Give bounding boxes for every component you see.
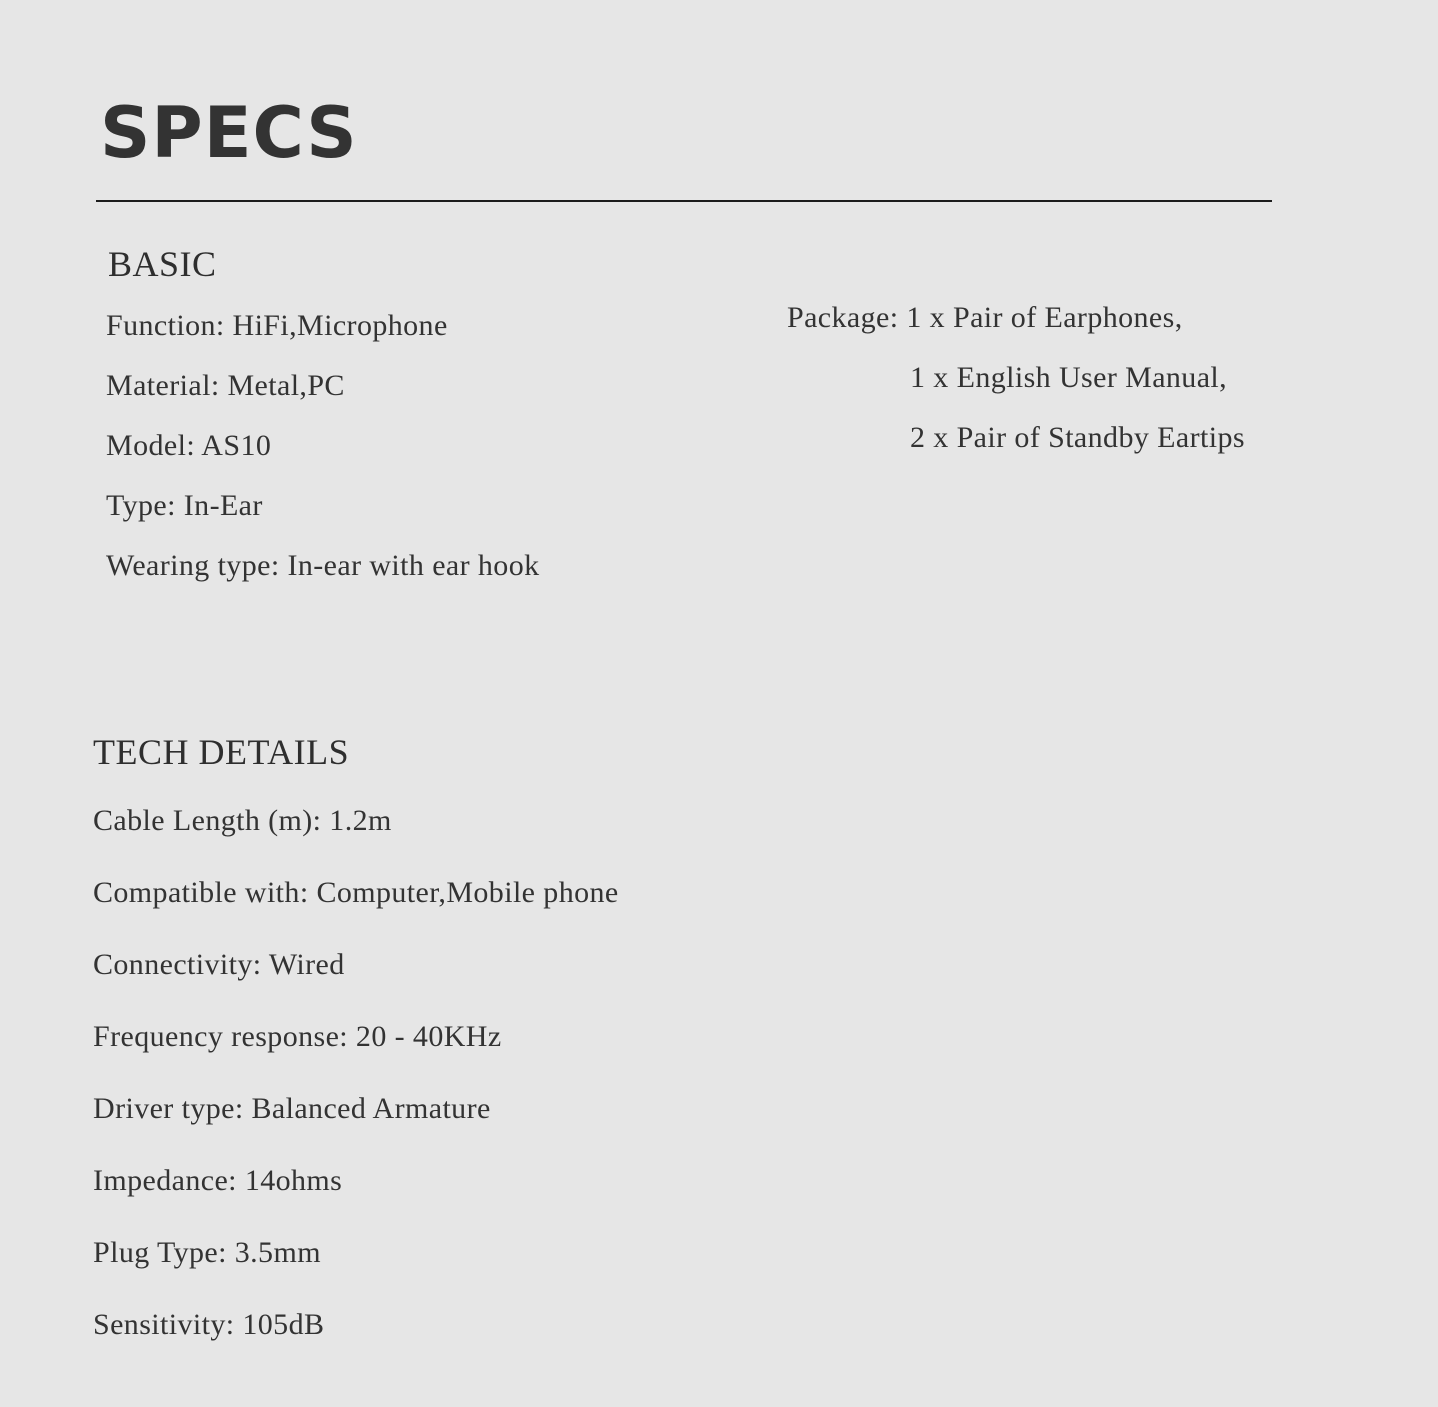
spec-function: Function: HiFi,Microphone xyxy=(106,309,448,342)
spec-sensitivity: Sensitivity: 105dB xyxy=(93,1308,325,1341)
spec-driver-type: Driver type: Balanced Armature xyxy=(93,1092,491,1125)
page-title: SPECS xyxy=(100,92,358,174)
tech-details-heading: TECH DETAILS xyxy=(93,732,350,772)
spec-connectivity: Connectivity: Wired xyxy=(93,948,345,981)
spec-type: Type: In-Ear xyxy=(106,489,263,522)
title-divider xyxy=(96,200,1272,202)
spec-material: Material: Metal,PC xyxy=(106,369,345,402)
basic-heading: BASIC xyxy=(108,244,217,284)
package-eartips: 2 x Pair of Standby Eartips xyxy=(910,421,1245,454)
spec-impedance: Impedance: 14ohms xyxy=(93,1164,343,1197)
package-manual: 1 x English User Manual, xyxy=(910,361,1228,394)
spec-model: Model: AS10 xyxy=(106,429,272,462)
spec-plug-type: Plug Type: 3.5mm xyxy=(93,1236,321,1269)
package-earphones: Package: 1 x Pair of Earphones, xyxy=(787,301,1183,334)
spec-compatible-with: Compatible with: Computer,Mobile phone xyxy=(93,876,619,909)
spec-cable-length: Cable Length (m): 1.2m xyxy=(93,804,392,837)
spec-frequency-response: Frequency response: 20 - 40KHz xyxy=(93,1020,502,1053)
spec-wearing-type: Wearing type: In-ear with ear hook xyxy=(106,549,540,582)
